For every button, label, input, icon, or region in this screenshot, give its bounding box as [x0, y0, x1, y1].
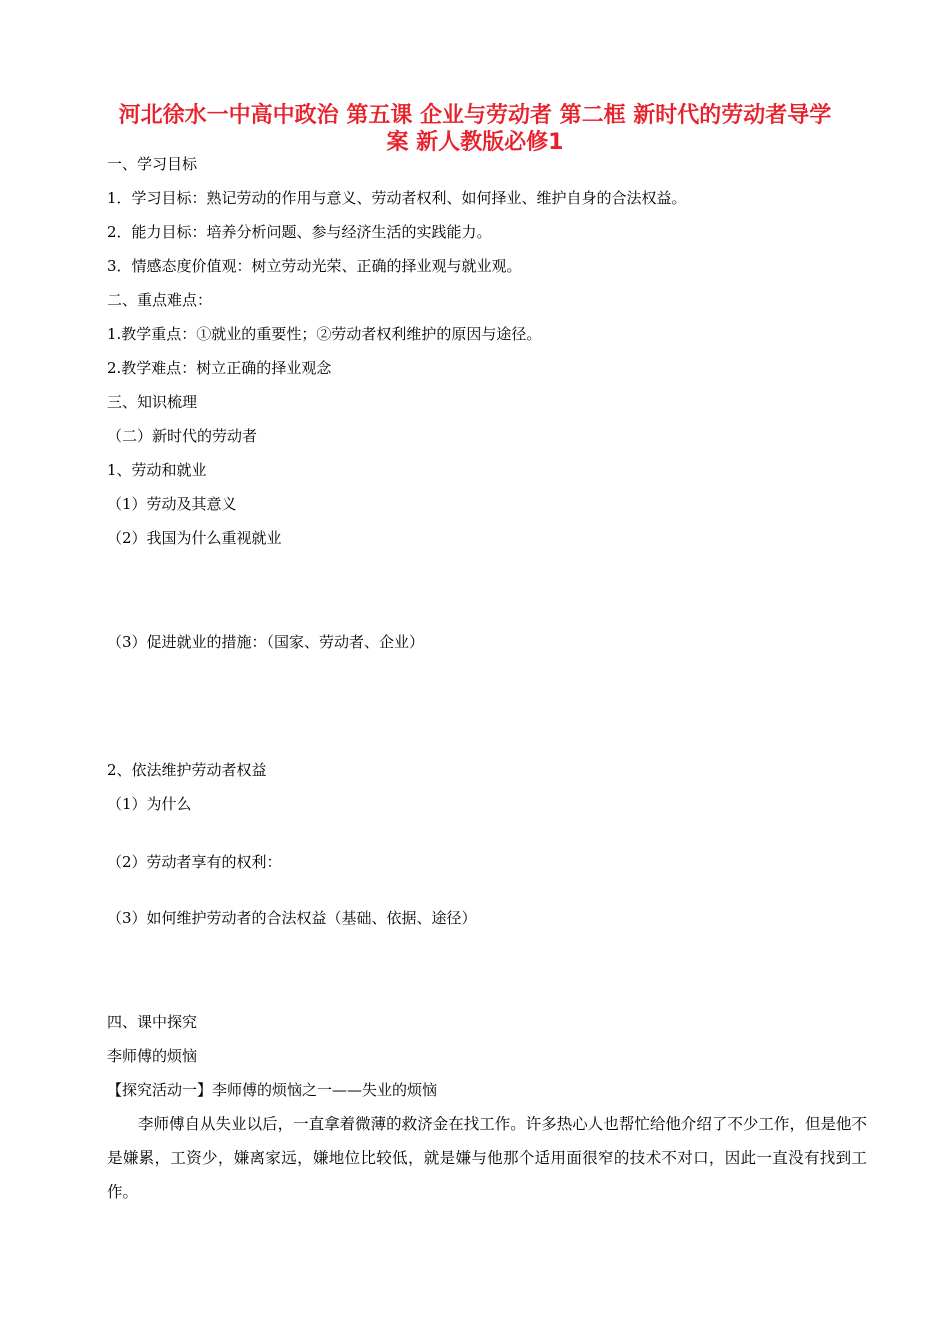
question-item: （2）劳动者享有的权利：	[107, 853, 282, 871]
section-heading-inquiry: 四、课中探究	[107, 1013, 198, 1031]
question-item: （1）为什么	[107, 795, 192, 813]
case-title: 李师傅的烦恼	[107, 1047, 198, 1065]
key-point-item: 2.教学难点：树立正确的择业观念	[107, 359, 332, 377]
section-heading-knowledge: 三、知识梳理	[107, 393, 198, 411]
objective-item: 3．情感态度价值观：树立劳动光荣、正确的择业观与就业观。	[107, 257, 522, 275]
case-paragraph: 李师傅自从失业以后，一直拿着微薄的救济金在找工作。许多热心人也帮忙给他介绍了不少工作，但是他不是嫌累，工资少，嫌离家远，嫌地位比较低，就是嫌与他那个适用面很窄的技术不对口，因此一直没有找到工作。	[107, 1115, 867, 1201]
activity-heading: 【探究活动一】李师傅的烦恼之一——失业的烦恼	[107, 1081, 438, 1099]
topic-heading: 2、依法维护劳动者权益	[107, 761, 267, 779]
key-point-item: 1.教学重点：①就业的重要性；②劳动者权利维护的原因与途径。	[107, 325, 542, 343]
subsection-heading: （二）新时代的劳动者	[107, 427, 258, 445]
objective-item: 2．能力目标：培养分析问题、参与经济生活的实践能力。	[107, 223, 492, 241]
document-title-line-1: 河北徐水一中高中政治 第五课 企业与劳动者 第二框 新时代的劳动者导学	[118, 103, 832, 128]
document-title-line-2: 案 新人教版必修1	[386, 130, 564, 155]
question-item: （3）促进就业的措施：（国家、劳动者、企业）	[107, 633, 425, 651]
question-item: （3）如何维护劳动者的合法权益（基础、依据、途径）	[107, 909, 477, 927]
objective-item: 1．学习目标：熟记劳动的作用与意义、劳动者权利、如何择业、维护自身的合法权益。	[107, 189, 687, 207]
section-heading-objectives: 一、学习目标	[107, 155, 198, 173]
section-heading-key-points: 二、重点难点：	[107, 291, 213, 309]
question-item: （2）我国为什么重视就业	[107, 529, 282, 547]
topic-heading: 1、劳动和就业	[107, 461, 207, 479]
question-item: （1）劳动及其意义	[107, 495, 237, 513]
